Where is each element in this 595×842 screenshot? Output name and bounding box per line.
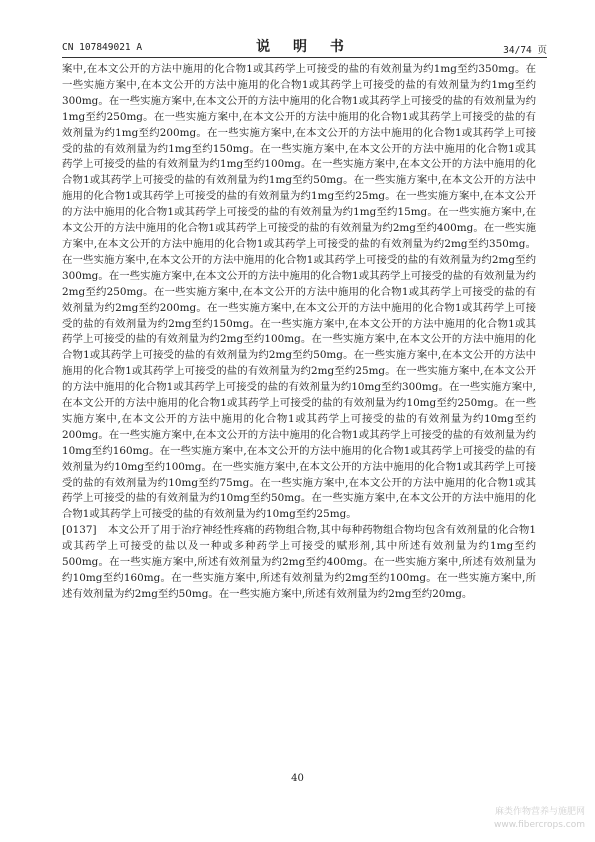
- header-rule: [62, 57, 547, 58]
- watermark-site-name: 麻类作物营养与施肥网: [494, 807, 585, 817]
- page-counter: 34/74 页: [503, 45, 547, 56]
- document-header: [62, 36, 547, 54]
- paragraph-number: [0137]: [62, 524, 97, 537]
- paragraph-continued: 案中,在本文公开的方法中施用的化合物1或其药学上可接受的盐的有效剂量为约1mg至约350mg。在一些实施方案中,在本文公开的方法中施用的化合物1或其药学上可接受的盐的有效剂量为约1mg至约300mg。在一些实施方案中,在本文公开的方法中施用的化合物1或其药学上可接受的盐的有效剂量为约1mg至约250mg。在一些实施方案中,在本文公开的方法中施用的化合物1或其药学上可接受的盐的有效剂量为约1mg至约200mg。在一些实施方案中,在本文公开的方法中施用的化合物1或其药学上可接受的盐的有效剂量为约1mg至约150mg。在一些实施方案中,在本文公开的方法中施用的化合物1或其药学上可接受的盐的有效剂量为约1mg至约100mg。在一些实施方案中,在本文公开的方法中施用的化合物1或其药学上可接受的盐的有效剂量为约1mg至约50mg。在一些实施方案中,在本文公开的方法中施用的化合物1或其药学上可接受的盐的有效剂量为约1mg至约25mg。在一些实施方案中,在本文公开的方法中施用的化合物1或其药学上可接受的盐的有效剂量为约1mg至约15mg。在一些实施方案中,在本文公开的方法中施用的化合物1或其药学上可接受的盐的有效剂量为约2mg至约400mg。在一些实施方案中,在本文公开的方法中施用的化合物1或其药学上可接受的盐的有效剂量为约2mg至约350mg。在一些实施方案中,在本文公开的方法中施用的化合物1或其药学上可接受的盐的有效剂量为约2mg至约300mg。在一些实施方案中,在本文公开的方法中施用的化合物1或其药学上可接受的盐的有效剂量为约2mg至约250mg。在一些实施方案中,在本文公开的方法中施用的化合物1或其药学上可接受的盐的有效剂量为约2mg至约200mg。在一些实施方案中,在本文公开的方法中施用的化合物1或其药学上可接受的盐的有效剂量为约2mg至约150mg。在一些实施方案中,在本文公开的方法中施用的化合物1或其药学上可接受的盐的有效剂量为约2mg至约100mg。在一些实施方案中,在本文公开的方法中施用的化合物1或其药学上可接受的盐的有效剂量为约2mg至约50mg。在一些实施方案中,在本文公开的方法中施用的化合物1或其药学上可接受的盐的有效剂量为约2mg至约25mg。在一些实施方案中,在本文公开的方法中施用的化合物1或其药学上可接受的盐的有效剂量为约10mg至约300mg。在一些实施方案中,在本文公开的方法中施用的化合物1或其药学上可接受的盐的有效剂量为约10mg至约250mg。在一些实施方案中,在本文公开的方法中施用的化合物1或其药学上可接受的盐的有效剂量为约10mg至约200mg。在一些实施方案中,在本文公开的方法中施用的化合物1或其药学上可接受的盐的有效剂量为约10mg至约160mg。在一些实施方案中,在本文公开的方法中施用的化合物1或其药学上可接受的盐的有效剂量为约10mg至约100mg。在一些实施方案中,在本文公开的方法中施用的化合物1或其药学上可接受的盐的有效剂量为约10mg至约75mg。在一些实施方案中,在本文公开的方法中施用的化合物1或其药学上可接受的盐的有效剂量为约10mg至约50mg。在一些实施方案中,在本文公开的方法中施用的化合物1或其药学上可接受的盐的有效剂量为约10mg至约25mg。: [62, 63, 536, 521]
- paragraph-0137: [62, 523, 536, 603]
- paragraph-text: 本文公开了用于治疗神经性疼痛的药物组合物,其中每种药物组合物均包含有效剂量的化合物1或其药学上可接受的盐以及一种或多种药学上可接受的赋形剂,其中所述有效剂量为约1mg至约500mg。在一些实施方案中,所述有效剂量为约2mg至约400mg。在一些实施方案中,所述有效剂量为约10mg至约160mg。在一些实施方案中,所述有效剂量为约2mg至约100mg。在一些实施方案中,所述有效剂量为约2mg至约50mg。在一些实施方案中,所述有效剂量为约2mg至约20mg。: [62, 524, 536, 600]
- document-title: 说 明 书: [256, 39, 353, 55]
- watermark: [494, 806, 585, 832]
- watermark-url: www.fibercrops.com: [494, 820, 585, 830]
- document-number: CN 107849021 A: [62, 42, 143, 53]
- document-body: [62, 62, 536, 603]
- page-number: 40: [291, 773, 304, 784]
